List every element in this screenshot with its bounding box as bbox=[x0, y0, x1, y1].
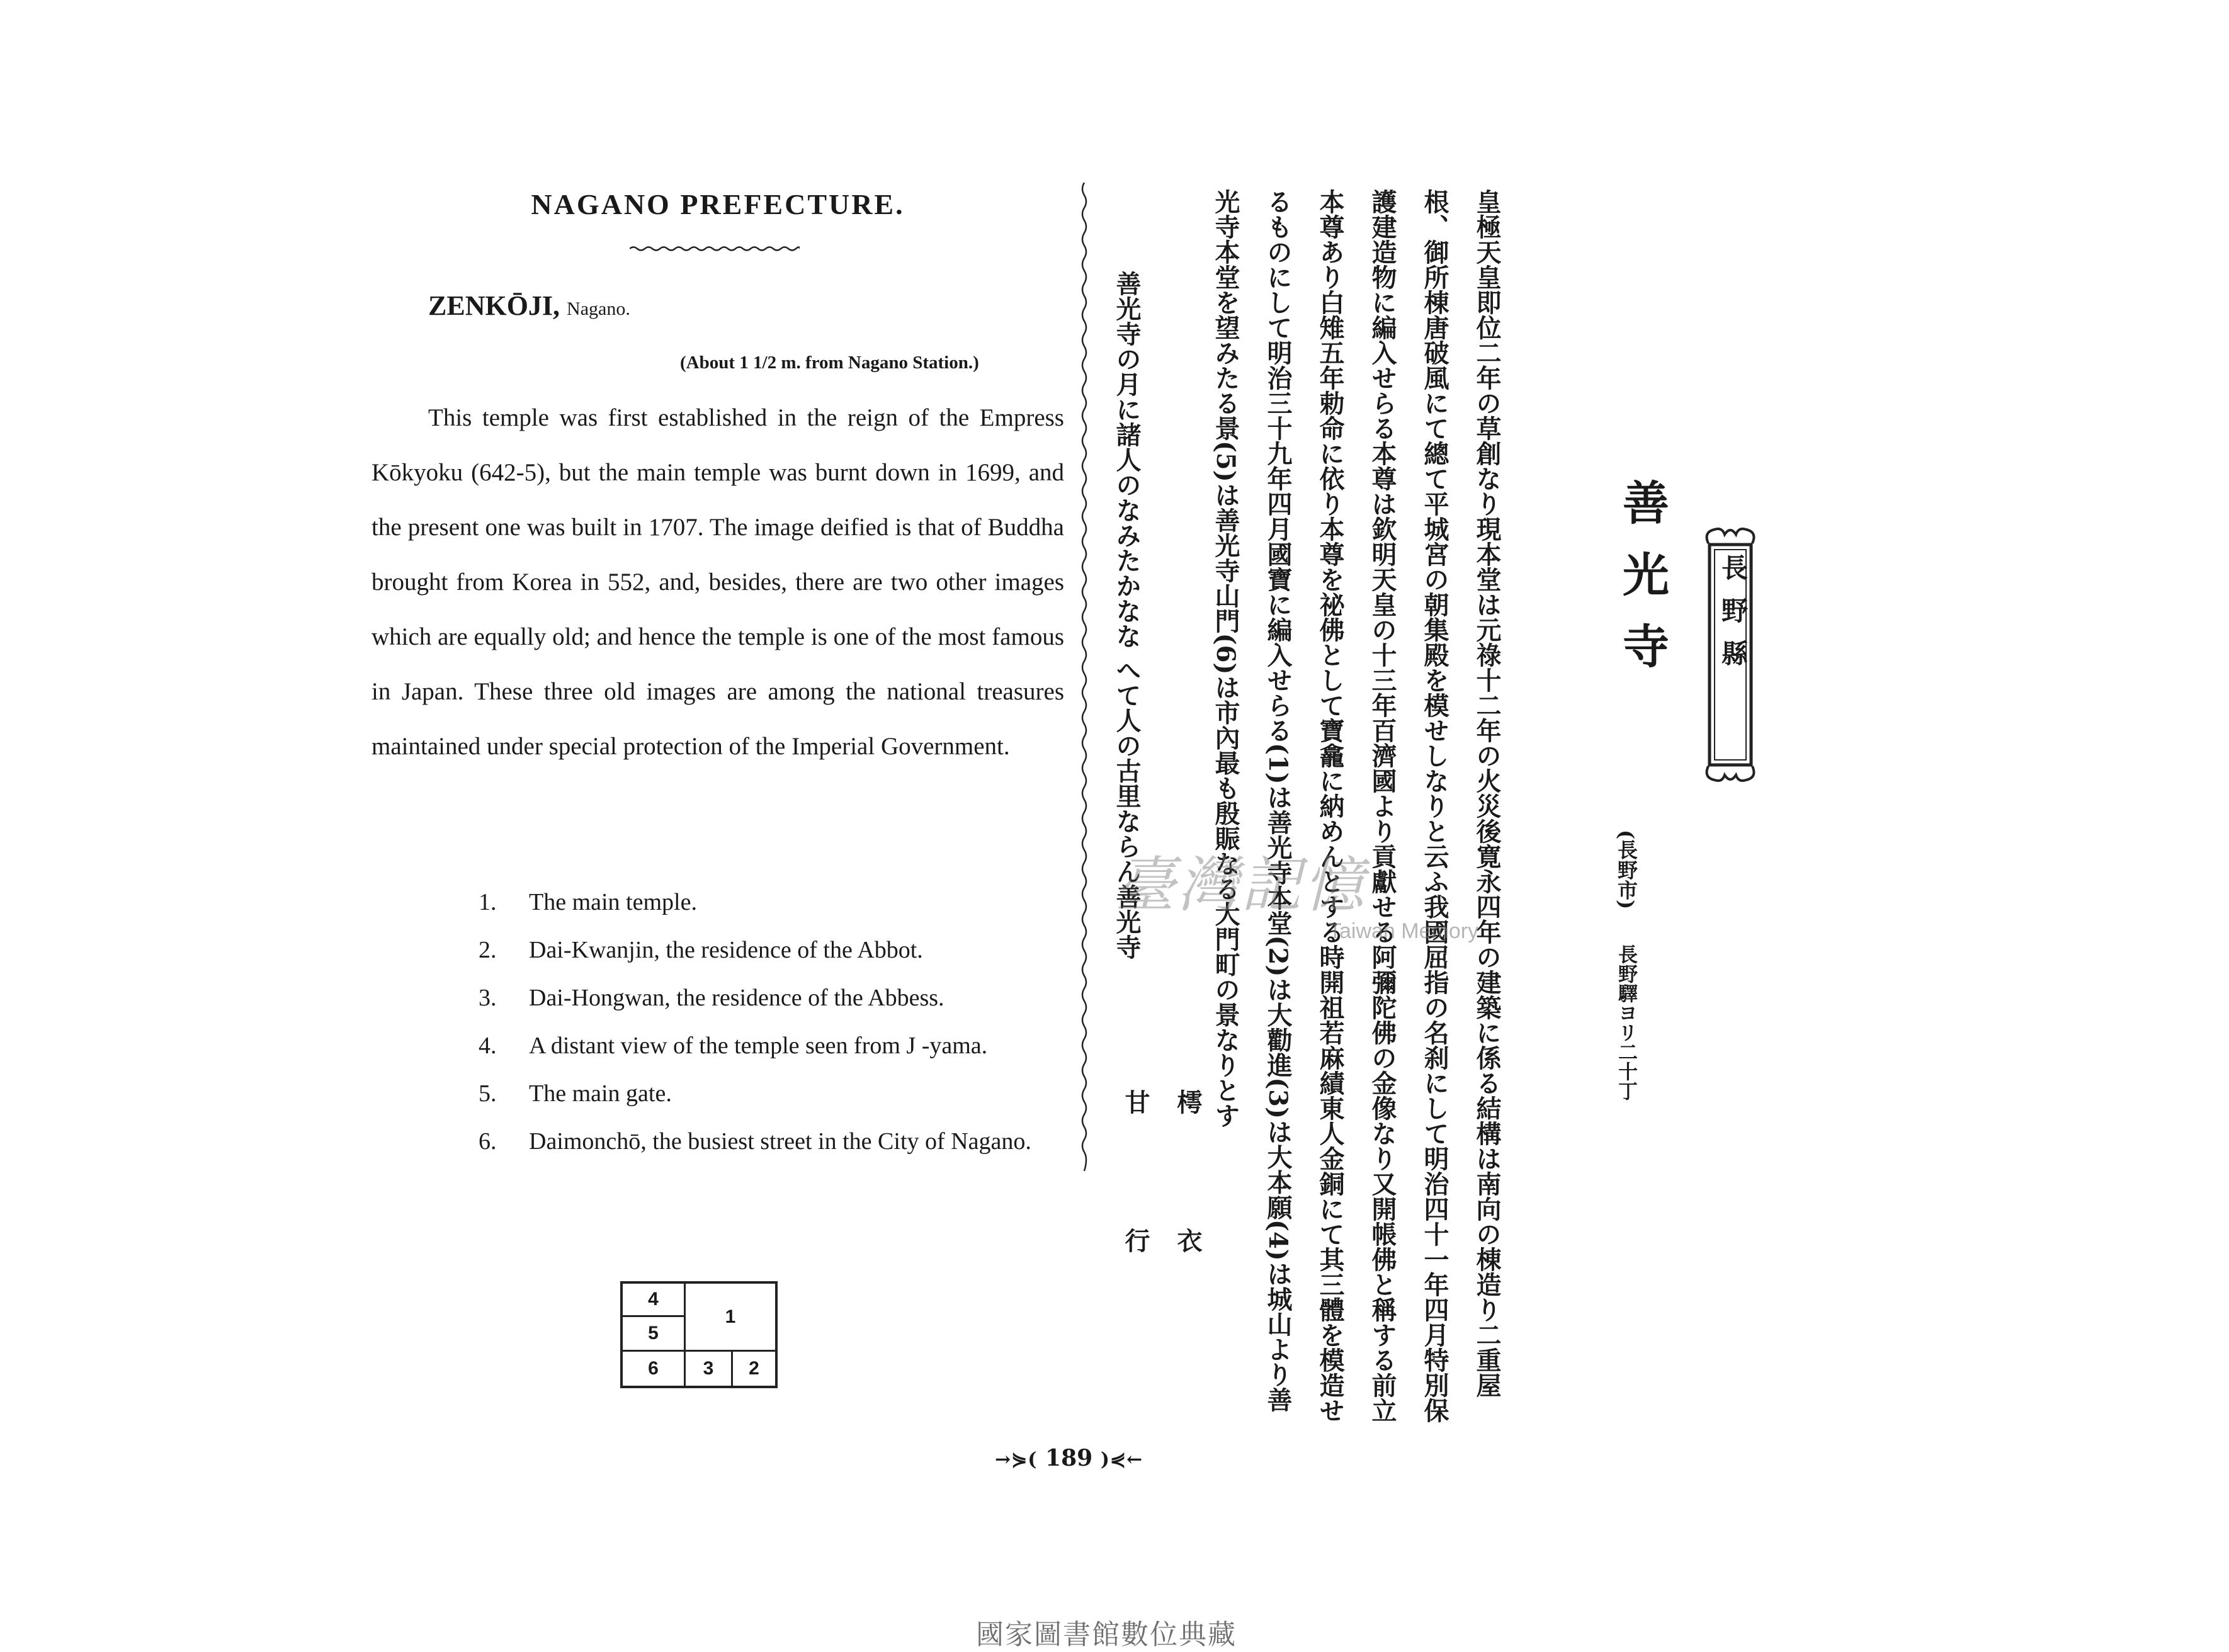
legend-number: 6. bbox=[479, 1128, 497, 1155]
watermark-subtitle: Taiwan Memory bbox=[1329, 919, 1479, 943]
grid-cell-2: 2 bbox=[749, 1358, 759, 1379]
wavy-divider bbox=[1078, 183, 1091, 1171]
grid-cell-5: 5 bbox=[623, 1317, 686, 1352]
watermark-logo: 臺灣記憶 bbox=[1114, 850, 1366, 920]
legend-item bbox=[479, 1117, 1064, 1165]
station-distance-japanese: 長野驛ヨリ二十丁 bbox=[1614, 944, 1637, 1100]
legend-text: Dai-Hongwan, the residence of the Abbess. bbox=[529, 985, 944, 1011]
poet-name-2: 甘行 bbox=[1121, 1089, 1150, 1366]
legend-item bbox=[479, 974, 1064, 1022]
ornament-right-icon: )⋞← bbox=[1100, 1449, 1143, 1471]
ornament-left-icon: →⋟( bbox=[995, 1449, 1038, 1471]
page-number bbox=[995, 1445, 1143, 1471]
legend-item bbox=[479, 926, 1064, 974]
temple-heading bbox=[428, 290, 630, 322]
photo-layout-grid bbox=[620, 1281, 778, 1388]
distance-note: (About 1 1/2 m. from Nagano Station.) bbox=[680, 353, 979, 373]
poet-name: 樗衣 bbox=[1173, 1089, 1203, 1366]
grid-cell-1: 1 bbox=[686, 1284, 775, 1352]
legend-number: 3. bbox=[479, 985, 497, 1011]
temple-title-japanese: 善光寺 bbox=[1615, 478, 1669, 694]
temple-location: Nagano. bbox=[567, 298, 630, 319]
grid-cell-6: 6 bbox=[623, 1352, 686, 1386]
legend-number: 1. bbox=[479, 889, 497, 915]
page-number-value: 189 bbox=[1045, 1445, 1093, 1471]
legend-text: The main gate. bbox=[529, 1080, 672, 1107]
legend-text: A distant view of the temple seen from J -yama. bbox=[529, 1032, 988, 1059]
library-credit: 國家圖書館數位典藏 bbox=[976, 1619, 1237, 1651]
legend-item bbox=[479, 1022, 1064, 1070]
legend-item bbox=[479, 1070, 1064, 1117]
grid-cell-3: 3 bbox=[686, 1352, 733, 1386]
legend-item bbox=[479, 878, 1064, 926]
grid-cell-4: 4 bbox=[623, 1284, 686, 1317]
title-ornament-rule bbox=[630, 246, 800, 252]
legend-number: 5. bbox=[479, 1080, 497, 1107]
legend-text: Dai-Kwanjin, the residence of the Abbot. bbox=[529, 937, 923, 963]
english-description: This temple was first established in the reign of the Empress Kōkyoku (642-5), but the main temple was burnt down in 1699, and the present one was built in 1707. The image deified is that of Buddha brought from Korea in 552, and, besides, there are two other images which are equally old; and hence the temple is one of the most famous in Japan. These three old images are among the national treasures maintained under special protection of the Imperial Government. bbox=[372, 404, 1064, 760]
legend-number: 4. bbox=[479, 1032, 497, 1059]
city-label: (長野市) bbox=[1614, 830, 1638, 910]
japanese-description: 皇極天皇即位二年の草創なり現本堂は元祿十二年の火災後寛永四年の建築に係る結構は南向の棟造り二重屋根、御所棟唐破風にて總て平城宮の朝集殿を模せしなりと云ふ我國屈指の名刹にして明治四十一年四月特別保護建造物に編入せらる本尊は欽明天皇の十三年百濟國より貢獻せる阿彌陀佛の金像なり又開帳佛と稱する前立本尊あり白雉五年勅命に依り本尊を祕佛として寶龕に納めんとする時開祖若麻績東人金銅にて其三體を模造せるものにして明治三十九年四月國寶に編入せらる(1)は善光寺本堂(2)は大勸進(3)は大本願(4)は城山より善光寺本堂を望みたる景(5)は善光寺山門(6)は市內最も殷賑なる大門町の景なりとす bbox=[1211, 189, 1502, 1423]
legend-text: The main temple. bbox=[529, 889, 697, 915]
japanese-poem: 善光寺の月に諸人のなみたかなな へて人の古里ならん善光寺 bbox=[1112, 271, 1142, 959]
prefecture-title: NAGANO PREFECTURE. bbox=[531, 188, 905, 220]
temple-name: ZENKŌJI, bbox=[428, 290, 560, 321]
legend-text: Daimonchō, the busiest street in the City of Nagano. bbox=[529, 1128, 1031, 1155]
photo-legend bbox=[479, 878, 1064, 1165]
legend-number: 2. bbox=[479, 937, 497, 963]
prefecture-label-japanese: 長野縣 bbox=[1718, 554, 1749, 682]
